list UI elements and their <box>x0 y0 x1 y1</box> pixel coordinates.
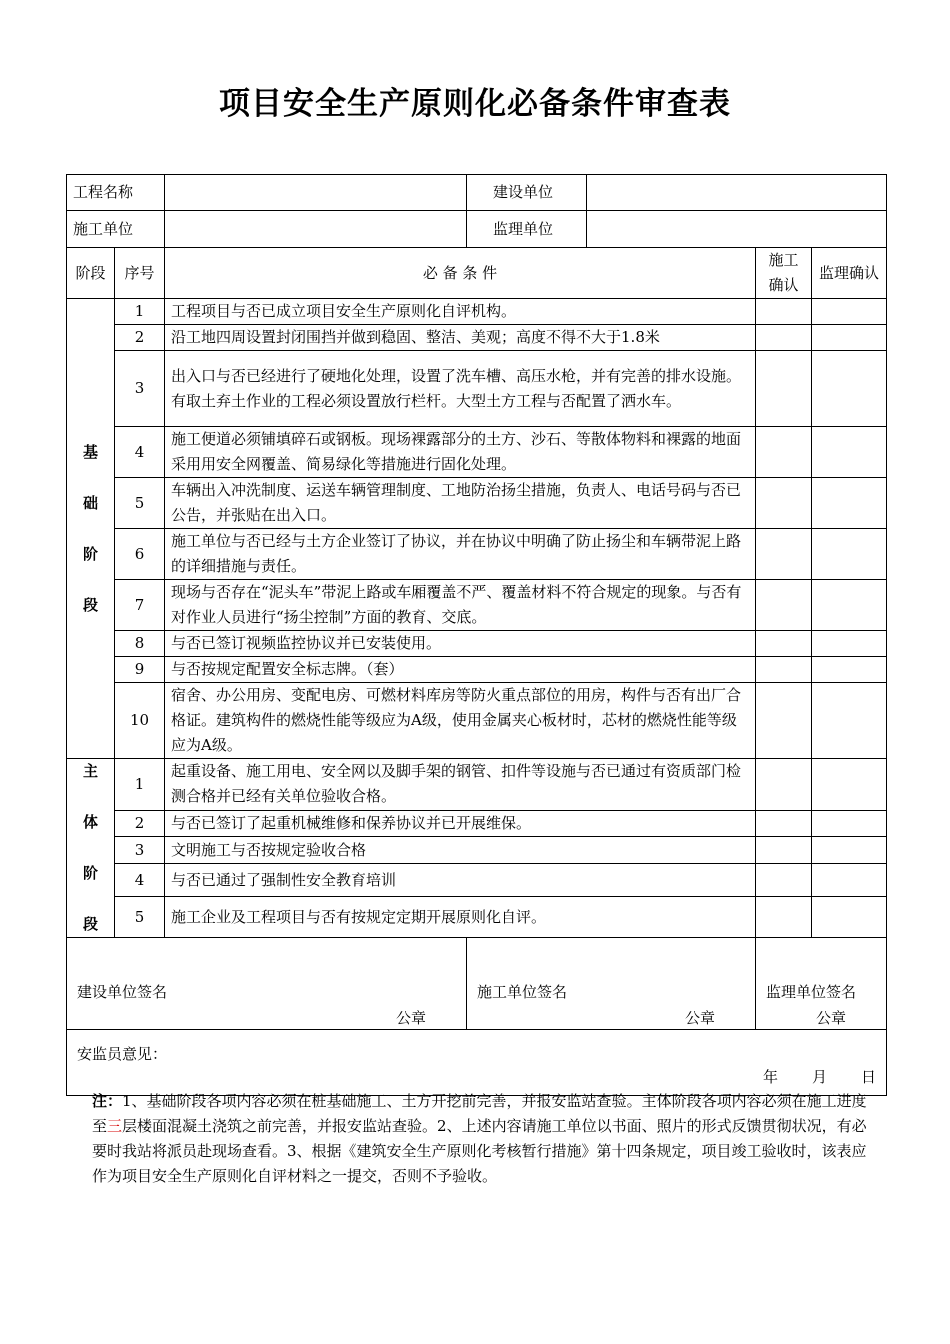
construction-confirm-cell[interactable] <box>756 863 812 897</box>
footnote-lead: 注： <box>92 1092 123 1110</box>
supervision-signature-cell[interactable] <box>756 938 887 1030</box>
col-construction-confirm-header: 施工确认 <box>756 248 812 299</box>
construction-confirm-cell[interactable] <box>756 299 812 325</box>
construction-confirm-cell[interactable] <box>756 657 812 683</box>
stage-name-char: 段 <box>82 915 98 933</box>
stage-name-char: 基 <box>82 442 98 461</box>
table-row <box>67 863 887 897</box>
supervision-confirm-cell[interactable] <box>812 529 887 580</box>
seal-label: 公章 <box>816 1009 847 1027</box>
item-number: 4 <box>115 427 165 478</box>
table-row <box>67 810 887 836</box>
item-condition: 与否已签订视频监控协议并已安装使用。 <box>165 631 756 657</box>
item-number: 7 <box>115 580 165 631</box>
footnote-part2: 层楼面混凝土浇筑之前完善，并报安监站查验。2、上述内容请施工单位以书面、照片的形式反馈贯彻状况，有必要时我站将派员赴现场查看。3、根据《建筑安全生产原则化考核暂行措施》第十四条规定，项目竣工验收时，该表应作为项目安全生产原则化自评材料之一提交，否则不予验收。 <box>92 1117 867 1185</box>
supervision-unit-field[interactable] <box>587 211 887 248</box>
supervision-confirm-cell[interactable] <box>812 478 887 529</box>
supervision-signature-label: 监理单位签名 <box>766 983 857 1001</box>
construction-signature-cell[interactable] <box>467 938 756 1030</box>
builder-signature-cell[interactable] <box>67 938 467 1030</box>
footnote-highlight: 三 <box>107 1117 123 1135</box>
col-stage-header: 阶段 <box>67 248 115 299</box>
footnote-part1: 1、基础阶段各项内容必须在桩基础施工、土方开挖前完善，并报安监站查验。主体阶段各项内容必须在施工进度至 <box>92 1092 867 1135</box>
date-month-label: 月 <box>812 1068 828 1086</box>
stage-name-char: 阶 <box>82 544 98 563</box>
supervision-confirm-cell[interactable] <box>812 299 887 325</box>
supervision-confirm-cell[interactable] <box>812 580 887 631</box>
item-condition: 文明施工与否按规定验收合格 <box>165 837 756 863</box>
construction-confirm-cell[interactable] <box>756 529 812 580</box>
footnote <box>92 1089 872 1189</box>
item-condition: 车辆出入冲洗制度、运送车辆管理制度、工地防治扬尘措施，负责人、电话号码与否已公告，并张贴在出入口。 <box>165 478 756 529</box>
item-condition: 与否已签订了起重机械维修和保养协议并已开展维保。 <box>165 810 756 836</box>
construction-confirm-cell[interactable] <box>756 478 812 529</box>
item-number: 5 <box>115 478 165 529</box>
supervision-unit-label: 监理单位 <box>467 211 587 248</box>
item-condition: 施工便道必须铺填碎石或钢板。现场裸露部分的土方、沙石、等散体物料和裸露的地面采用用安全网覆盖、简易绿化等措施进行固化处理。 <box>165 427 756 478</box>
construction-unit-label: 施工单位 <box>67 211 165 248</box>
review-table <box>66 174 887 1096</box>
table-body <box>67 175 887 1096</box>
supervision-confirm-cell[interactable] <box>812 657 887 683</box>
table-row <box>67 351 887 427</box>
stage-name-char: 体 <box>82 813 98 831</box>
opinion-row <box>67 1030 887 1096</box>
supervision-confirm-cell[interactable] <box>812 759 887 811</box>
item-condition: 施工单位与否已经与土方企业签订了协议，并在协议中明确了防止扬尘和车辆带泥上路的详细措施与责任。 <box>165 529 756 580</box>
seal-label: 公章 <box>685 1009 716 1027</box>
supervision-confirm-cell[interactable] <box>812 351 887 427</box>
item-number: 5 <box>115 897 165 938</box>
inspector-opinion-label: 安监员意见： <box>77 1045 168 1063</box>
table-row <box>67 631 887 657</box>
item-condition: 出入口与否已经进行了硬地化处理，设置了洗车槽、高压水枪，并有完善的排水设施。有取土弃土作业的工程必须设置放行栏杆。大型土方工程与否配置了洒水车。 <box>165 351 756 427</box>
supervision-confirm-cell[interactable] <box>812 863 887 897</box>
project-row <box>67 175 887 211</box>
table-row <box>67 478 887 529</box>
construction-unit-field[interactable] <box>165 211 467 248</box>
item-condition: 施工企业及工程项目与否有按规定定期开展原则化自评。 <box>165 897 756 938</box>
item-condition: 沿工地四周设置封闭围挡并做到稳固、整洁、美观；高度不得不大于1.8米 <box>165 325 756 351</box>
stage-name <box>67 759 115 938</box>
item-number: 10 <box>115 683 165 759</box>
item-number: 3 <box>115 837 165 863</box>
stage-name-char: 阶 <box>82 864 98 882</box>
construction-confirm-cell[interactable] <box>756 759 812 811</box>
supervision-confirm-cell[interactable] <box>812 683 887 759</box>
table-row <box>67 580 887 631</box>
construction-confirm-cell[interactable] <box>756 580 812 631</box>
table-row <box>67 837 887 863</box>
signature-row <box>67 938 887 1030</box>
item-number: 1 <box>115 299 165 325</box>
date-day-label: 日 <box>861 1068 877 1086</box>
stage-name-char: 础 <box>82 493 98 512</box>
stage-name-char: 主 <box>82 762 98 780</box>
builder-signature-label: 建设单位签名 <box>77 983 168 1001</box>
table-row <box>67 759 887 811</box>
supervision-confirm-cell[interactable] <box>812 897 887 938</box>
supervision-confirm-cell[interactable] <box>812 810 887 836</box>
item-condition: 现场与否存在“泥头车”带泥上路或车厢覆盖不严、覆盖材料不符合规定的现象。与否有对作业人员进行“扬尘控制”方面的教育、交底。 <box>165 580 756 631</box>
construction-confirm-cell[interactable] <box>756 683 812 759</box>
table-row <box>67 325 887 351</box>
item-condition: 工程项目与否已成立项目安全生产原则化自评机构。 <box>165 299 756 325</box>
opinion-date <box>729 1065 876 1090</box>
table-row <box>67 657 887 683</box>
table-row <box>67 683 887 759</box>
table-row <box>67 299 887 325</box>
seal-label: 公章 <box>396 1009 427 1027</box>
supervision-confirm-cell[interactable] <box>812 837 887 863</box>
construction-confirm-cell[interactable] <box>756 351 812 427</box>
builder-unit-label: 建设单位 <box>467 175 587 211</box>
item-condition: 与否按规定配置安全标志牌。（套） <box>165 657 756 683</box>
inspector-opinion-cell[interactable] <box>67 1030 887 1096</box>
supervision-confirm-cell[interactable] <box>812 427 887 478</box>
item-number: 3 <box>115 351 165 427</box>
item-number: 6 <box>115 529 165 580</box>
construction-confirm-cell[interactable] <box>756 325 812 351</box>
construction-confirm-cell[interactable] <box>756 631 812 657</box>
construction-confirm-cell[interactable] <box>756 427 812 478</box>
item-number: 8 <box>115 631 165 657</box>
supervision-confirm-cell[interactable] <box>812 631 887 657</box>
col-supervision-confirm-header: 监理确认 <box>812 248 887 299</box>
table-row <box>67 427 887 478</box>
col-conditions-header: 必 备 条 件 <box>165 248 756 299</box>
table-row <box>67 529 887 580</box>
stage-name <box>67 299 115 759</box>
item-number: 2 <box>115 810 165 836</box>
item-number: 2 <box>115 325 165 351</box>
item-number: 9 <box>115 657 165 683</box>
item-condition: 起重设备、施工用电、安全网以及脚手架的钢管、扣件等设施与否已通过有资质部门检测合格并已经有关单位验收合格。 <box>165 759 756 811</box>
item-condition: 宿舍、办公用房、变配电房、可燃材料库房等防火重点部位的用房，构件与否有出厂合格证。建筑构件的燃烧性能等级应为A级，使用金属夹心板材时，芯材的燃烧性能等级应为A级。 <box>165 683 756 759</box>
builder-unit-field[interactable] <box>587 175 887 211</box>
item-number: 1 <box>115 759 165 811</box>
table-row <box>67 897 887 938</box>
item-condition: 与否已通过了强制性安全教育培训 <box>165 863 756 897</box>
project-name-label: 工程名称 <box>67 175 165 211</box>
stage-name-char: 段 <box>82 595 98 614</box>
supervision-confirm-cell[interactable] <box>812 325 887 351</box>
column-header-row <box>67 248 887 299</box>
construction-confirm-cell[interactable] <box>756 897 812 938</box>
construction-confirm-cell[interactable] <box>756 810 812 836</box>
item-number: 4 <box>115 863 165 897</box>
project-name-field[interactable] <box>165 175 467 211</box>
col-index-header: 序号 <box>115 248 165 299</box>
construction-confirm-cell[interactable] <box>756 837 812 863</box>
construction-signature-label: 施工单位签名 <box>477 983 568 1001</box>
page-title: 项目安全生产原则化必备条件审查表 <box>219 86 731 122</box>
date-year-label: 年 <box>762 1068 778 1086</box>
units-row <box>67 211 887 248</box>
